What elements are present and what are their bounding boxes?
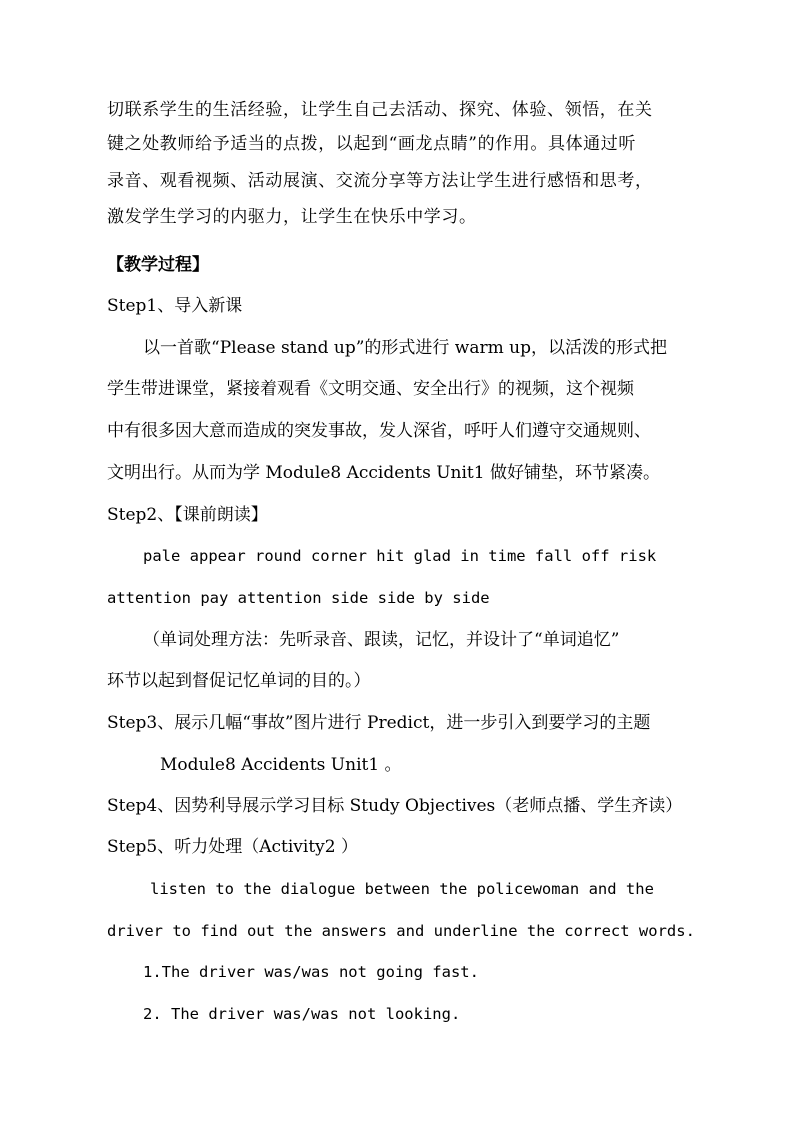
step5-instruction-line-2: driver to find out the answers and underline the correct words. (107, 922, 695, 940)
intro-line-4: 激发学生学习的内驱力，让学生在快乐中学习。 (107, 207, 477, 227)
step3-line-2: Module8 Accidents Unit1 。 (160, 755, 402, 775)
step5-instruction-line-1: listen to the dialogue between the policewoman and the (150, 880, 654, 898)
step1-para-line-2: 学生带进课堂，紧接着观看《文明交通、安全出行》的视频，这个视频 (107, 379, 634, 399)
step1-heading: Step1、导入新课 (107, 296, 243, 316)
step4-line-1: Step4、因势利导展示学习目标 Study Objectives（老师点播、学生齐读） (107, 796, 683, 816)
step2-words-line-1: pale appear round corner hit glad in time fall off risk (143, 547, 657, 565)
section-title: 【教学过程】 (107, 255, 209, 275)
step1-para-line-4: 文明出行。从而为学 Module8 Accidents Unit1 做好铺垫，环节紧凑。 (107, 463, 660, 483)
intro-line-2: 键之处教师给予适当的点拨，以起到“画龙点睛”的作用。具体通过听 (107, 134, 636, 154)
step2-heading: Step2、【课前朗读】 (107, 505, 268, 525)
step2-words-line-2: attention pay attention side side by side (107, 589, 490, 607)
step5-item-1: 1.The driver was/was not going fast. (143, 963, 479, 981)
step1-para-line-1: 以一首歌“Please stand up”的形式进行 warm up，以活泼的形式把 (143, 338, 667, 358)
intro-line-1: 切联系学生的生活经验，让学生自己去活动、探究、体验、领悟，在关 (107, 100, 653, 120)
step5-item-2: 2. The driver was/was not looking. (143, 1005, 461, 1023)
step1-para-line-3: 中有很多因大意而造成的突发事故，发人深省，呼吁人们遵守交通规则、 (107, 421, 651, 441)
step2-note-line-1: （单词处理方法：先听录音、跟读，记忆，并设计了“单词追忆” (143, 630, 620, 650)
intro-line-3: 录音、观看视频、活动展演、交流分享等方法让学生进行感悟和思考， (107, 171, 653, 191)
step3-line-1: Step3、展示几幅“事故”图片进行 Predict，进一步引入到要学习的主题 (107, 713, 651, 733)
step5-heading: Step5、听力处理（Activity2 ） (107, 837, 358, 857)
step2-note-line-2: 环节以起到督促记忆单词的目的。） (107, 671, 371, 691)
